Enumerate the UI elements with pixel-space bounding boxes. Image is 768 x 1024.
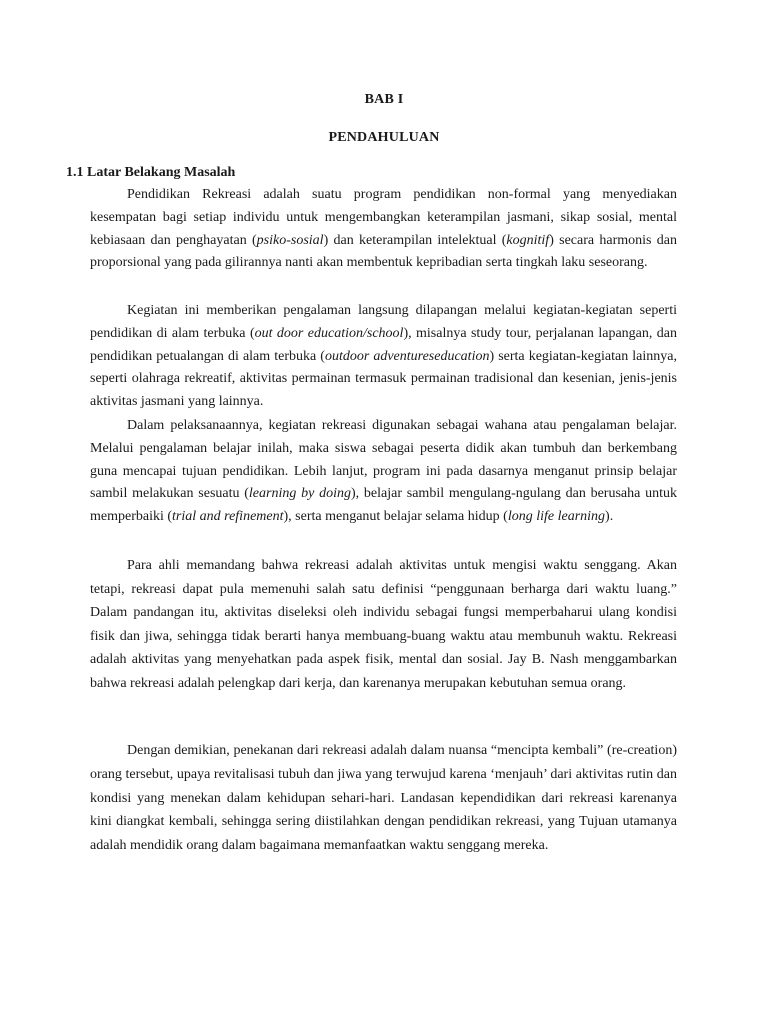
- italic-term: outdoor adventureseducation: [324, 348, 490, 364]
- italic-term: kognitif: [506, 232, 550, 248]
- text-run: ), misalnya study tour, perjalanan lapangan, dan pendidikan petualangan di alam terbuka (: [90, 325, 677, 364]
- text-run: ) serta kegiatan-kegiatan lainnya, seperti olahraga rekreatif, aktivitas permainan termasuk permainan tradisional dan kesenian, jenis-jenis aktivitas jasmani yang lainnya.: [90, 348, 677, 410]
- text-run: Dengan demikian, penekanan dari rekreasi adalah dalam nuansa “mencipta kembali” (re-creation) orang tersebut, upaya revitalisasi tubuh dan jiwa yang terwujud karena ‘menjauh’ dari aktivitas rutin dan kondisi yang menekan dalam kehidupan sehari-hari. Landasan kependidikan dari rekreasi karenanya kini diangkat kembali, sehingga sering diistilahkan dengan pendidikan rekreasi, yang Tujuan utamanya adalah mendidik orang dalam bagaimana memanfaatkan waktu senggang mereka.: [90, 743, 677, 854]
- text-run: Pendidikan Rekreasi adalah suatu program pendidikan non-formal yang menyediakan kesempatan bagi setiap individu untuk mengembangkan keterampilan jasmani, sikap sosial, mental kebiasaan dan penghayatan (: [90, 187, 677, 248]
- text-run: ).: [605, 509, 614, 525]
- paragraph-3: [90, 415, 677, 529]
- text-run: Para ahli memandang bahwa rekreasi adalah aktivitas untuk mengisi waktu senggang. Akan tetapi, rekreasi dapat pula memenuhi salah satu definisi “penggunaan berharga dari waktu luang.” Dalam pandangan itu, aktivitas diseleksi oleh individu sebagai fungsi memperbaharui ulang kondisi fisik dan jiwa, sehingga tidak berarti hanya membuang-buang waktu atau membunuh waktu. Rekreasi adalah aktivitas yang menyehatkan pada aspek fisik, mental dan sosial. Jay B. Nash menggambarkan bahwa rekreasi adalah pelengkap dari kerja, dan karenanya merupakan kebutuhan semua orang.: [90, 558, 677, 691]
- italic-term: trial and refinement: [172, 509, 284, 525]
- italic-term: long life learning: [507, 509, 606, 525]
- chapter-number: BAB I: [364, 92, 404, 107]
- section-heading: 1.1 Latar Belakang Masalah: [66, 165, 236, 180]
- text-run: ), belajar sambil mengulang-ngulang dan berusaha untuk memperbaiki (: [90, 486, 677, 525]
- paragraph-4: [90, 554, 677, 695]
- italic-term: psiko-sosial: [256, 232, 324, 248]
- text-run: Dalam pelaksanaannya, kegiatan rekreasi digunakan sebagai wahana atau pengalaman belajar. Melalui pengalaman belajar inilah, maka siswa sebagai peserta didik akan tumbuh dan berkembang guna mencapai tujuan pendidikan. Lebih lanjut, program ini pada dasarnya menganut prinsip belajar sambil melakukan sesuatu (: [90, 418, 677, 502]
- paragraph-5: [90, 739, 677, 858]
- text-run: Kegiatan ini memberikan pengalaman langsung dilapangan melalui kegiatan-kegiatan seperti pendidikan di alam terbuka (: [90, 303, 677, 341]
- paragraph-2: [90, 300, 677, 414]
- text-run: ), serta menganut belajar selama hidup (: [283, 509, 508, 525]
- text-run: ) dan keterampilan intelektual (: [323, 232, 507, 248]
- italic-term: out door education/school: [254, 325, 404, 341]
- paragraph-1: [90, 184, 677, 275]
- text-run: ) secara harmonis dan proporsional yang pada gilirannya nanti akan membentuk kepribadian serta tingkah laku seseorang.: [90, 232, 677, 271]
- chapter-title: PENDAHULUAN: [328, 130, 440, 145]
- italic-term: learning by doing: [248, 486, 351, 502]
